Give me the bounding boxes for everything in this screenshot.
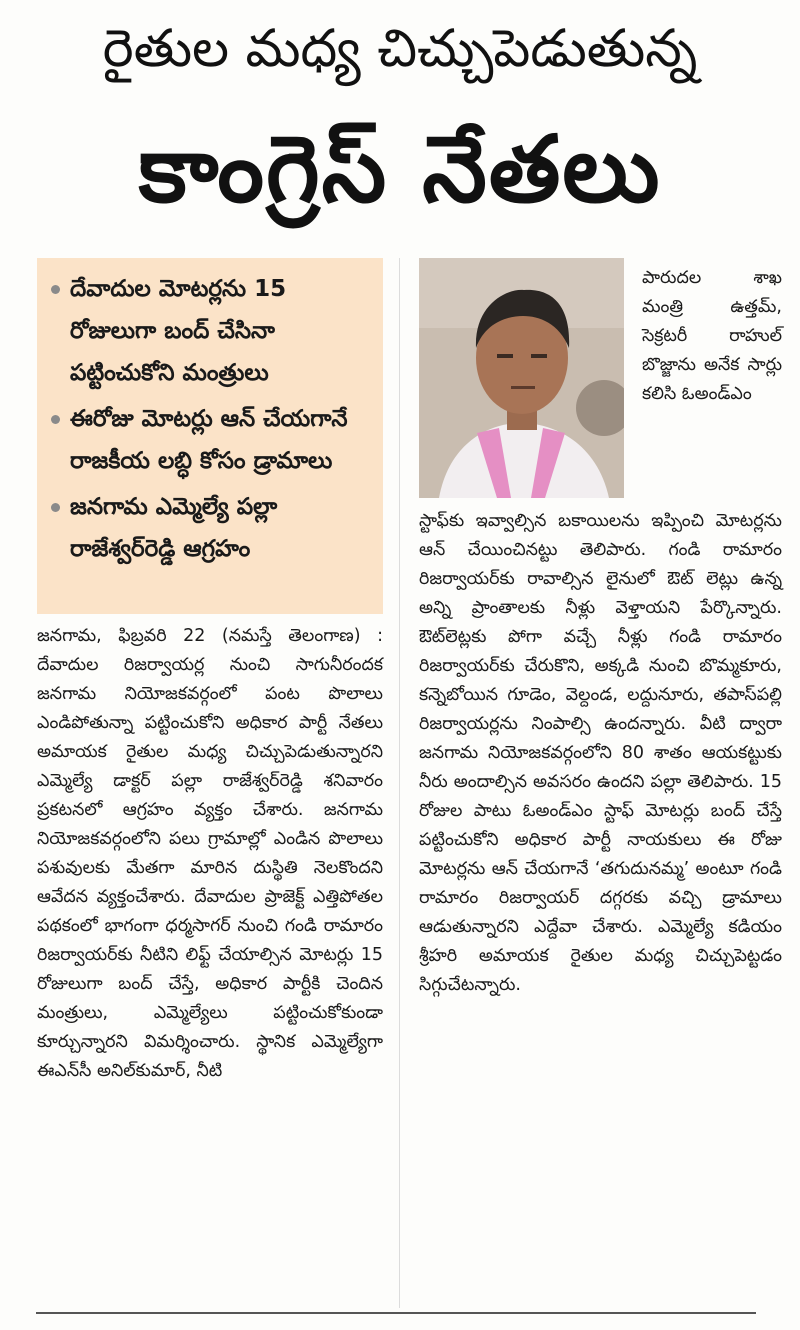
headline-line-1: రైతుల మధ్య చిచ్చుపెడుతున్న [102,19,698,79]
highlight-text: దేవాదుల మోటర్లను 15 రోజులుగా బంద్ చేసినా పట్టించుకోని మంత్రులు [70,276,287,386]
bullet-icon [51,285,60,294]
highlight-text: జనగామ ఎమ్మెల్యే పల్లా రాజేశ్వర్‌రెడ్డి ఆగ్రహం [70,494,278,562]
portrait-illustration [419,258,624,498]
column-rule [399,258,400,1308]
article-body-left: జనగామ, ఫిబ్రవరి 22 (నమస్తే తెలంగాణ) : దేవాదుల రిజర్వాయర్ల నుంచి సాగునీరందక జనగామ నియోజకవర్గంలో పంట పొలాలు ఎండిపోతున్నా పట్టించుకోని అధికార పార్టీ నేతలు అమాయక రైతుల మధ్య చిచ్చుపెడుతున్నారని ఎమ్మెల్యే డాక్టర్ పల్లా రాజేశ్వర్‌రెడ్డి శనివారం ప్రకటనలో ఆగ్రహం వ్యక్తం చేశారు. జనగామ నియోజకవర్గంలోని పలు గ్రామాల్లో ఎండిన పొలాలు పశువులకు మేతగా మారిన దుస్థితి నెలకొందని ఆవేదన వ్యక్తంచేశారు. దేవాదుల ప్రాజెక్ట్ ఎత్తిపోతల పథకంలో భాగంగా ధర్మసాగర్ నుంచి గండి రామారం రిజర్వాయర్‌కు నీటిని లిఫ్ట్ చేయాల్సిన మోటర్లు 15 రోజులుగా బంద్ చేస్తే, అధికార పార్టీకి చెందిన మంత్రులు, ఎమ్మెల్యేలు పట్టించుకోకుండా కూర్చున్నారని విమర్శించారు. స్థానిక ఎమ్మెల్యేగా ఈఎన్‌సీ అనిల్‌కుమార్, నీటి [37,626,383,1081]
bullet-icon [51,415,60,424]
article-body-right-top: పారుదల శాఖ మంత్రి ఉత్తమ్, సెక్రటరీ రాహుల్ బొజ్జాను అనేక సార్లు కలిసి ఓఅండ్‌ఎం [642,268,782,404]
bullet-icon [51,503,60,512]
highlight-item [51,398,373,482]
highlight-text: ఈరోజు మోటర్లు ఆన్ చేయగానే రాజకీయ లబ్ధి కోసం డ్రామాలు [70,406,348,474]
highlight-item [51,268,373,394]
bottom-divider [36,1312,756,1314]
highlights-box [37,258,383,614]
headline-line-2: కాంగ్రెస్ నేతలు [138,116,662,223]
highlight-item [51,486,373,570]
portrait-photo [419,258,624,498]
article-body-right: స్టాఫ్‌కు ఇవ్వాల్సిన బకాయిలను ఇప్పించి మోటర్లను ఆన్ చేయించినట్టు తెలిపారు. గండి రామారం రిజర్వాయర్‌కు రావాల్సిన లైనులో ఔట్ లెట్లు ఉన్న అన్ని ప్రాంతాలకు నీళ్లు వెళ్తాయని పేర్కొన్నారు. ఔట్‌లెట్లకు పోగా వచ్చే నీళ్లు గండి రామారం రిజర్వాయర్‌కు చేరుకొని, అక్కడి నుంచి బొమ్మకూరు, కన్నెబోయిన గూడెం, వెల్దండ, లద్దునూరు, తపాస్‌పల్లి రిజర్వాయర్లను నింపాల్సి ఉందన్నారు. వీటి ద్వారా జనగామ నియోజకవర్గంలోని 80 శాతం ఆయకట్టుకు నీరు అందాల్సిన అవసరం ఉందని పల్లా తెలిపారు. 15 రోజుల పాటు ఓఅండ్‌ఎం స్టాఫ్ మోటర్లు బంద్ చేస్తే పట్టించుకోని అధికార పార్టీ నాయకులు ఈ రోజు మోటర్లను ఆన్ చేయగానే ‘తగుదునమ్మ’ అంటూ గండి రామారం రిజర్వాయర్ దగ్గరకు వచ్చి డ్రామాలు ఆడుతున్నారని ఎద్దేవా చేశారు. ఎమ్మెల్యే కడియం శ్రీహరి అమాయక రైతుల మధ్య చిచ్చుపెట్టడం సిగ్గుచేటన్నారు. [419,511,782,995]
